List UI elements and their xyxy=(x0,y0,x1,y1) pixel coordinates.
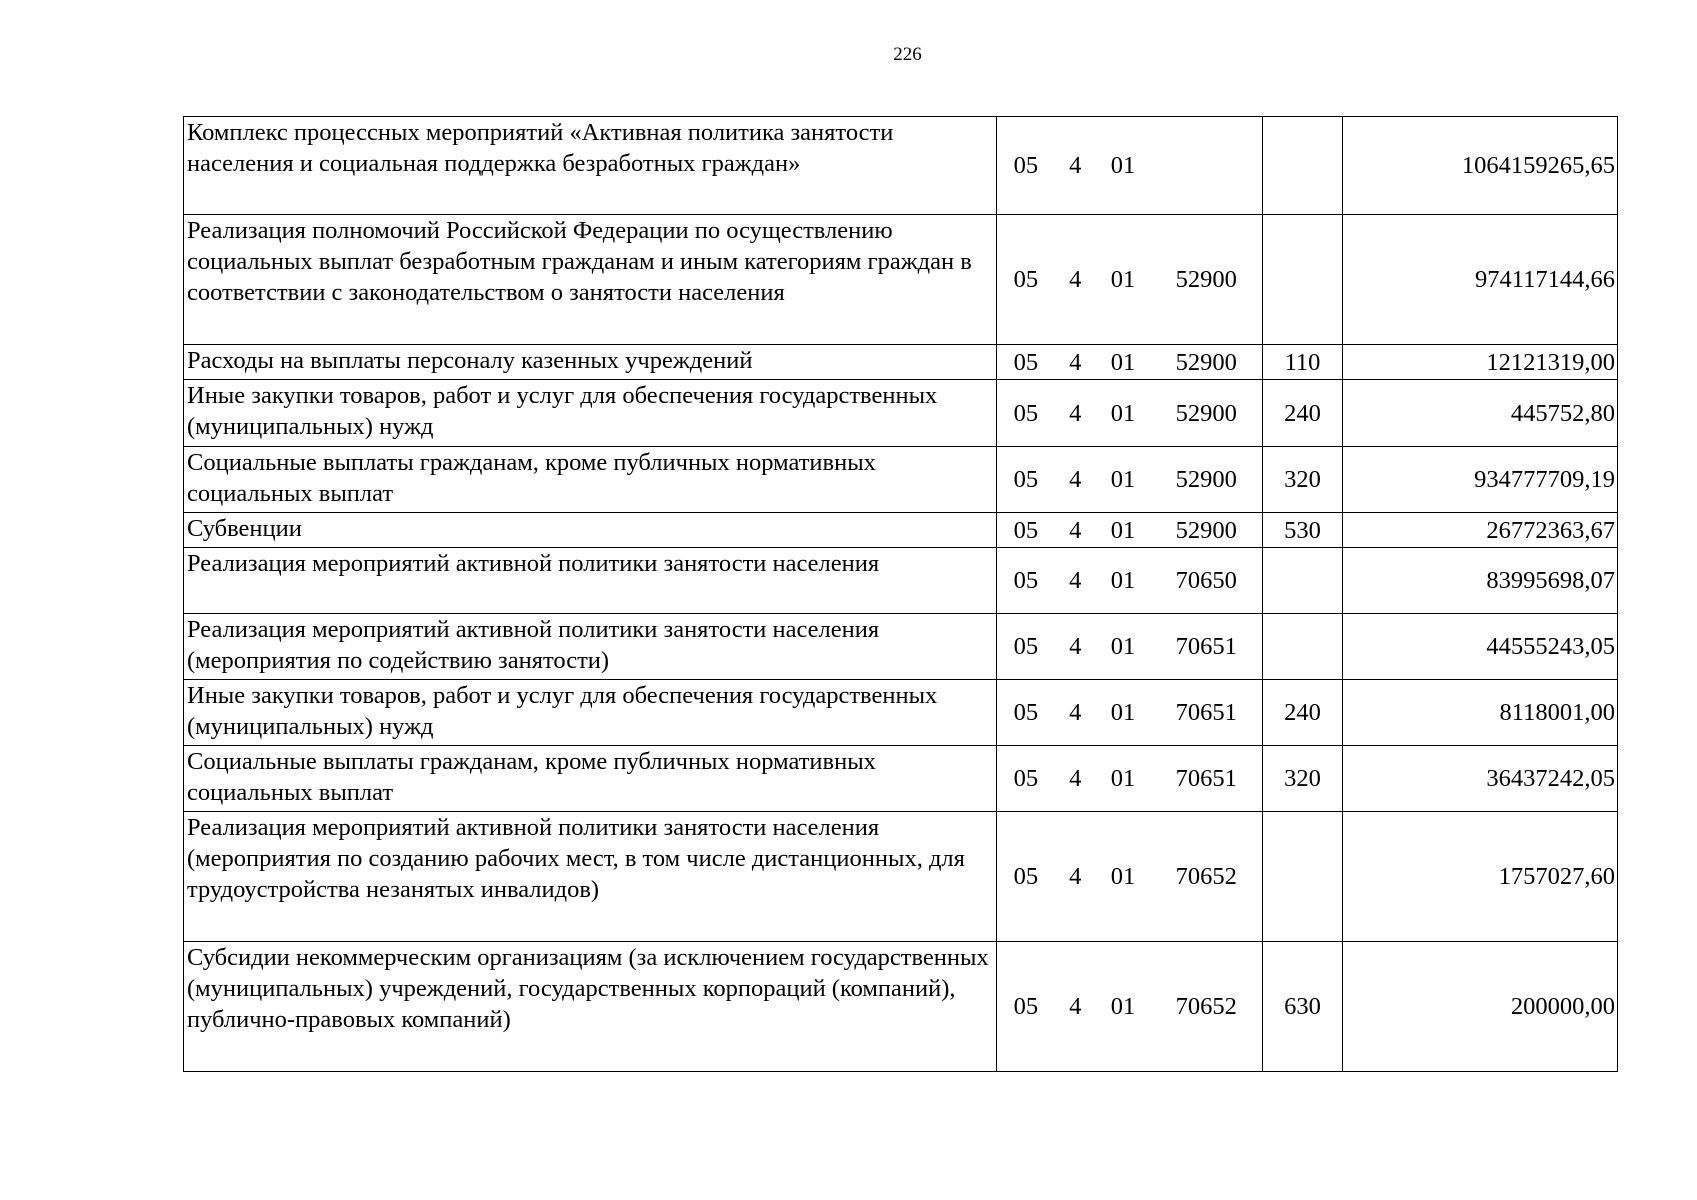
row-amount: 83995698,07 xyxy=(1343,548,1618,614)
row-code xyxy=(997,680,1263,746)
row-expense-type: 320 xyxy=(1263,447,1343,513)
code-program: 4 xyxy=(1069,633,1082,660)
row-description: Реализация мероприятий активной политики занятости населения xyxy=(184,548,997,614)
code-direction: 52900 xyxy=(1175,266,1237,293)
code-section: 05 xyxy=(1013,699,1039,726)
row-amount: 200000,00 xyxy=(1343,942,1618,1072)
row-code xyxy=(997,380,1263,447)
code-complex: 01 xyxy=(1110,152,1136,179)
row-expense-type: 320 xyxy=(1263,746,1343,812)
row-amount: 12121319,00 xyxy=(1343,345,1618,380)
row-description: Реализация мероприятий активной политики занятости населения (мероприятия по созданию рабочих мест, в том числе дистанционных, для трудоустройства незанятых инвалидов) xyxy=(184,812,997,942)
code-direction: 70651 xyxy=(1175,699,1237,726)
row-expense-type xyxy=(1263,117,1343,215)
code-complex: 01 xyxy=(1110,399,1136,427)
row-amount: 1064159265,65 xyxy=(1343,117,1618,215)
table-row xyxy=(184,215,1618,345)
row-amount: 974117144,66 xyxy=(1343,215,1618,345)
row-expense-type: 530 xyxy=(1263,513,1343,548)
code-direction: 52900 xyxy=(1175,399,1237,427)
code-program: 4 xyxy=(1069,993,1082,1020)
code-complex: 01 xyxy=(1110,633,1136,660)
row-amount: 1757027,60 xyxy=(1343,812,1618,942)
row-description: Социальные выплаты гражданам, кроме публичных нормативных социальных выплат xyxy=(184,447,997,513)
row-code xyxy=(997,614,1263,680)
row-expense-type: 240 xyxy=(1263,680,1343,746)
table-row xyxy=(184,942,1618,1072)
table-row xyxy=(184,680,1618,746)
row-expense-type: 110 xyxy=(1263,345,1343,380)
row-amount: 36437242,05 xyxy=(1343,746,1618,812)
row-code xyxy=(997,513,1263,548)
row-code xyxy=(997,812,1263,942)
code-program: 4 xyxy=(1069,699,1082,726)
row-expense-type xyxy=(1263,215,1343,345)
code-section: 05 xyxy=(1013,266,1039,293)
code-direction: 70652 xyxy=(1175,863,1237,890)
row-expense-type xyxy=(1263,548,1343,614)
row-description: Социальные выплаты гражданам, кроме публичных нормативных социальных выплат xyxy=(184,746,997,812)
table-row xyxy=(184,548,1618,614)
table-row xyxy=(184,812,1618,942)
code-section: 05 xyxy=(1013,152,1039,179)
row-amount: 934777709,19 xyxy=(1343,447,1618,513)
code-program: 4 xyxy=(1069,863,1082,890)
row-description: Реализация полномочий Российской Федерации по осуществлению социальных выплат безработным гражданам и иным категориям граждан в соответствии с законодательством о занятости населения xyxy=(184,215,997,345)
code-program: 4 xyxy=(1069,399,1082,427)
code-section: 05 xyxy=(1013,765,1039,792)
code-program: 4 xyxy=(1069,567,1082,594)
code-direction: 70651 xyxy=(1175,765,1237,792)
table-row xyxy=(184,117,1618,215)
row-amount: 445752,80 xyxy=(1343,380,1618,447)
row-description: Реализация мероприятий активной политики занятости населения (мероприятия по содействию занятости) xyxy=(184,614,997,680)
row-description: Комплекс процессных мероприятий «Активная политика занятости населения и социальная поддержка безработных граждан» xyxy=(184,117,997,215)
code-complex: 01 xyxy=(1110,516,1136,544)
code-complex: 01 xyxy=(1110,466,1136,493)
code-program: 4 xyxy=(1069,266,1082,293)
row-expense-type xyxy=(1263,614,1343,680)
table-row xyxy=(184,614,1618,680)
table-row xyxy=(184,447,1618,513)
row-expense-type xyxy=(1263,812,1343,942)
row-amount: 26772363,67 xyxy=(1343,513,1618,548)
table-row xyxy=(184,380,1618,447)
row-description: Расходы на выплаты персоналу казенных учреждений xyxy=(184,345,997,380)
code-complex: 01 xyxy=(1110,567,1136,594)
row-expense-type: 630 xyxy=(1263,942,1343,1072)
code-direction: 52900 xyxy=(1175,348,1237,376)
code-section: 05 xyxy=(1013,993,1039,1020)
row-code xyxy=(997,215,1263,345)
row-description: Субсидии некоммерческим организациям (за исключением государственных (муниципальных) учреждений, государственных корпораций (компаний), публично-правовых компаний) xyxy=(184,942,997,1072)
row-amount: 8118001,00 xyxy=(1343,680,1618,746)
code-section: 05 xyxy=(1013,348,1039,376)
row-description: Иные закупки товаров, работ и услуг для обеспечения государственных (муниципальных) нужд xyxy=(184,680,997,746)
row-code xyxy=(997,447,1263,513)
code-section: 05 xyxy=(1013,466,1039,493)
code-section: 05 xyxy=(1013,516,1039,544)
code-direction: 70652 xyxy=(1175,993,1237,1020)
page-number: 226 xyxy=(893,44,922,65)
code-program: 4 xyxy=(1069,152,1082,179)
row-expense-type: 240 xyxy=(1263,380,1343,447)
row-code xyxy=(997,548,1263,614)
row-amount: 44555243,05 xyxy=(1343,614,1618,680)
row-code xyxy=(997,345,1263,380)
table-row xyxy=(184,513,1618,548)
row-description: Иные закупки товаров, работ и услуг для обеспечения государственных (муниципальных) нужд xyxy=(184,380,997,447)
code-program: 4 xyxy=(1069,466,1082,493)
code-program: 4 xyxy=(1069,516,1082,544)
code-complex: 01 xyxy=(1110,993,1136,1020)
code-complex: 01 xyxy=(1110,266,1136,293)
row-code xyxy=(997,117,1263,215)
code-complex: 01 xyxy=(1110,348,1136,376)
row-code xyxy=(997,942,1263,1072)
code-complex: 01 xyxy=(1110,699,1136,726)
code-section: 05 xyxy=(1013,633,1039,660)
code-direction: 52900 xyxy=(1175,516,1237,544)
code-section: 05 xyxy=(1013,399,1039,427)
row-code xyxy=(997,746,1263,812)
code-section: 05 xyxy=(1013,863,1039,890)
code-direction: 52900 xyxy=(1175,466,1237,493)
code-complex: 01 xyxy=(1110,863,1136,890)
code-direction: 70651 xyxy=(1175,633,1237,660)
code-section: 05 xyxy=(1013,567,1039,594)
budget-table xyxy=(183,116,1618,1072)
code-complex: 01 xyxy=(1110,765,1136,792)
code-direction: 70650 xyxy=(1175,567,1237,594)
code-program: 4 xyxy=(1069,348,1082,376)
table-row xyxy=(184,746,1618,812)
row-description: Субвенции xyxy=(184,513,997,548)
table-row xyxy=(184,345,1618,380)
code-program: 4 xyxy=(1069,765,1082,792)
